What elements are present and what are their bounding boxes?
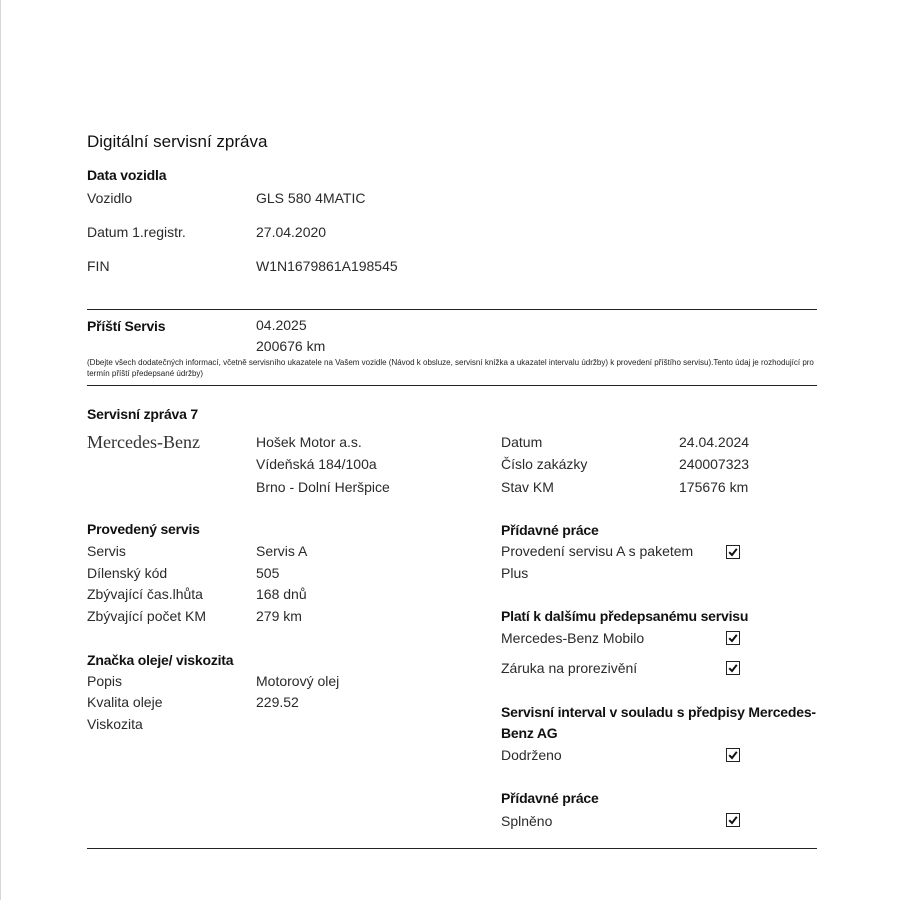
interval-item: Dodrženo [501,747,562,763]
remaining-km-value: 279 km [256,608,302,624]
vehicle-value: GLS 580 4MATIC [256,190,366,206]
interval-checkbox[interactable] [726,748,740,762]
brand-logo: Mercedes-Benz [87,432,200,452]
divider [87,309,817,310]
fin-label: FIN [87,258,110,274]
service-heading: Provedený servis [87,521,200,537]
page-edge [0,0,1,900]
interval-heading-cont: Benz AG [501,725,558,741]
registration-label: Datum 1.registr. [87,224,186,240]
oil-description-label: Popis [87,673,123,689]
viscosity-label: Viskozita [87,716,143,732]
checkmark-icon [728,663,738,673]
document-title: Digitální servisní zpráva [87,132,268,151]
oil-quality-value: 229.52 [256,694,299,710]
checkmark-icon [728,815,738,825]
valid-heading: Platí k dalšímu předepsanému servisu [501,608,749,624]
mobilo-item: Mercedes-Benz Mobilo [501,630,645,646]
oil-heading: Značka oleje/ viskozita [87,652,234,668]
next-service-km: 200676 km [256,338,326,354]
date-value: 24.04.2024 [679,434,750,450]
extra-work-2-heading: Přídavné práce [501,790,599,806]
dealer-street: Vídeňská 184/100a [256,456,377,472]
registration-value: 27.04.2020 [256,224,327,240]
divider [87,848,817,849]
extra-work-2-checkbox[interactable] [726,813,740,827]
rust-warranty-item: Záruka na prorezivění [501,660,638,676]
order-label: Číslo zakázky [501,456,588,472]
service-value: Servis A [256,543,308,559]
next-service-date: 04.2025 [256,317,307,333]
next-service-note: (Dbejte všech dodatečných informací, včetně servisního ukazatele na Vašem vozidle (Návod k obsluze, servisní knížka a ukazatel intervalu údržby) k provedení příštího servisu).Tento údaj je rozhodující pro termín příští předepsané údržby) [87,358,814,378]
extra-work-2-item: Splněno [501,813,553,829]
mileage-label: Stav KM [501,479,554,495]
dealer-city: Brno - Dolní Heršpice [256,479,390,495]
order-value: 240007323 [679,456,750,472]
mileage-value: 175676 km [679,479,749,495]
extra-work-item-cont: Plus [501,565,529,581]
service-label: Servis [87,543,126,559]
extra-work-item: Provedení servisu A s paketem [501,543,694,559]
report-heading: Servisní zpráva 7 [87,406,198,422]
mobilo-checkbox[interactable] [726,631,740,645]
oil-quality-label: Kvalita oleje [87,694,163,710]
vehicle-heading: Data vozidla [87,167,167,183]
interval-heading: Servisní interval v souladu s předpisy Mercedes- [501,704,816,720]
next-service-label: Příští Servis [87,318,166,334]
workshop-code-label: Dílenský kód [87,565,168,581]
checkmark-icon [728,547,738,557]
remaining-time-label: Zbývající čas.lhůta [87,586,203,602]
extra-work-checkbox[interactable] [726,545,740,559]
remaining-time-value: 168 dnů [256,586,307,602]
checkmark-icon [728,750,738,760]
vehicle-label: Vozidlo [87,190,133,206]
workshop-code-value: 505 [256,565,280,581]
fin-value: W1N1679861A198545 [256,258,398,274]
oil-description-value: Motorový olej [256,673,340,689]
extra-work-heading: Přídavné práce [501,522,599,538]
divider [87,385,817,386]
checkmark-icon [728,633,738,643]
dealer-name: Hošek Motor a.s. [256,434,362,450]
rust-warranty-checkbox[interactable] [726,661,740,675]
date-label: Datum [501,434,543,450]
remaining-km-label: Zbývající počet KM [87,608,207,624]
